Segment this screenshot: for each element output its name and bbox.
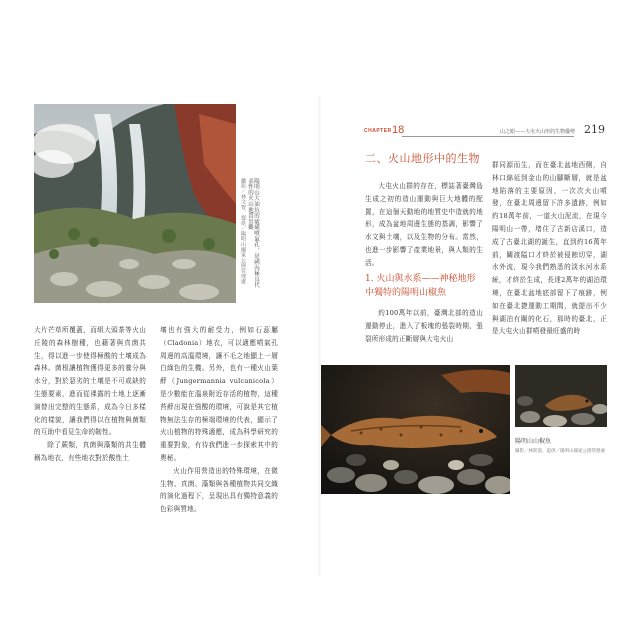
caption-credit: 攝影／林斯澄、提供／陽明山國家公園管理處 <box>515 449 605 454</box>
paragraph: 約100萬年以前，臺灣北部的造山運動停止，進入了板塊的張裂時期，張裂所形成的正斷層與大屯火山 <box>365 309 483 343</box>
running-head <box>364 125 605 137</box>
left-column-1 <box>34 324 146 465</box>
running-title: 山之眼——大屯火山形的生物優勢 <box>499 129 575 135</box>
section-heading: 二、火山地形中的生物 <box>365 152 480 165</box>
page-number: 219 <box>584 123 605 136</box>
chapter-label: CHAPTER <box>364 128 392 134</box>
page-gutter <box>318 96 322 576</box>
right-column-2 <box>492 159 607 338</box>
paragraph: 除了蕨類，真菌與藻類的共生體稱為地衣，有些地衣對於酸性土 <box>34 441 146 462</box>
waterfall-credit: 攝影／林文智、提供／陽明山國家公園管理處 <box>240 178 246 284</box>
salamander-closeup-photo <box>515 365 607 427</box>
paragraph: 大片芒草所覆蓋，而組大頭茶等火山丘陵的森林樹種，也藉著與真菌共生，得以進一步使得極酸的土壤成為森林。菌根讓植物獲得更多的養分與水分，對於惡劣的土壤是不可或缺的生態要素，進而從裸露的土地上逐漸演替出完整的生態系，成為今日多樣化的樣貌，讓我們得以在植物與菌類的互助中看見生命的韌性。 <box>34 326 146 437</box>
intro-paragraph: 大屯火山群的存在，標誌著臺灣島生成之初的造山運動與巨大地體的配置，在這個天動地的地質史中造就的地形，成為盆地周邊生態的基調，影響了水文與土壤，以及生物的分布。當然，也進一步影響了產業地景，與人類的生活。 <box>365 182 483 267</box>
caption-title: 陽明山山椒魚 <box>515 438 552 445</box>
left-column-2 <box>160 324 278 516</box>
paragraph: 群同源而生，而在臺北盆地西側，自林口綿延到金山的山腳斷層，就是盆地陷落的主要原因，一次次火山噴發，在臺北周邊留下許多遺跡，例如約18萬年前，一道火山泥流，在現今陽明山一帶，堵住了古新店溪口，造成了古臺北湖的誕生，直到約16萬年前，關渡隘口才終於被侵蝕切穿，湖水外流，現今我們熟悉的淡水河水系統，才終於生成，長達2萬年的湖泊環境，在臺北盆地底部留下了痕跡，例如在臺北捷運動工期間，就提出不少與湖泊有關的化石，那時的臺北，正是大屯火山群噴發最旺盛的時 <box>492 161 607 336</box>
header-rule <box>402 136 574 137</box>
waterfall-caption: 陽明山大油坑的硫磺噴氣孔，是國內極具代表性的火山地質景觀 <box>247 178 259 289</box>
paragraph: 壤也有強大的耐受力，例如石蕊屬（Cladonia）地衣，可以適應噴氣孔周邊的高溫環境，讓不毛之地顯上一層白綠色的生機。另外，也有一種火山葉蘚（Jungermannia vulcanicola）是少數能在溫泉附近存活的植物，這種苔蘚出現在強酸的環境，可說是其它植物無法生存的極端環境的代表，顯示了火山植物的特殊適應，成為科學研究的重要對象，有待我們進一步探索其中的奧秘。 <box>160 326 278 462</box>
chapter-number: 18 <box>392 124 405 136</box>
salamander-photo <box>321 365 510 494</box>
right-column-1 <box>365 180 483 270</box>
salamander-caption <box>515 436 607 454</box>
waterfall-photo <box>34 104 236 303</box>
paragraph: 火山作用營造出的特殊環境，在微生物、真菌、藻類與各種植物共同交織的演化過程下，呈現出具有獨特意義的色彩與質地。 <box>160 466 278 514</box>
right-column-1-continued <box>365 307 483 345</box>
subsection-heading: 1. 火山與水系——神秘地形中獨特的陽明山椒魚 <box>365 274 476 298</box>
